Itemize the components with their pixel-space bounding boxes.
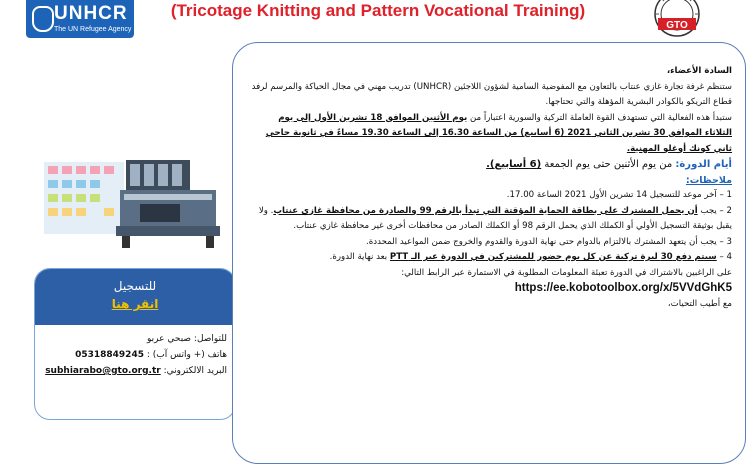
contact-email-line [35,363,227,379]
intro-paragraph: ستنظم غرفة تجارة غازي عنتاب بالتعاون مع المفوضية السامية لشؤون اللاجئين (UNHCR) تدريب مهني في مجال الحياكة والمرسم لرفد قطاع التريكو بالكوادر البشرية المؤهلة والتي تحتاجها. [251,81,732,107]
announcement-text [250,64,732,312]
note-4-bold: سيتم دفع 30 ليرة تركية عن كل يوم حضور للمشتركين في الدورة عبر الـ PTT [389,252,717,262]
event-details: يوم الأثنين الموافق 18 تشرين الأول إلى يوم الثلاثاء الموافق 30 تشرين الثاني 2021 (6 أسابيع) من الساعة 16.30 إلى الساعة 19.30 مساءً في ثانوية حاجي ثاني كونك أوغلو المهنية. [265,112,732,154]
regards-line: مع أطيب التحيات، [667,298,732,309]
email-link[interactable]: subhiarabo@gto.org.tr [45,366,161,376]
page-title: (Tricotage Knitting and Pattern Vocational Training) [170,1,586,20]
course-days-weeks: (6 أسابيع). [486,159,542,170]
contact-details [35,331,227,379]
header-banner [0,0,750,40]
course-days-value: من يوم الأثنين حتى يوم الجمعة [541,159,676,170]
registration-paragraph: على الراغبين بالاشتراك في الدورة تعبئة المعلومات المطلوبة في الاستمارة عبر الرابط التالي: [401,267,732,278]
gto-seal-text: GTO [666,20,688,31]
salutation: السادة الأعضاء، [666,66,732,76]
registration-link[interactable]: https://ee.kobotoolbox.org/x/5VVdGhK5 [514,282,732,294]
contact-person: للتواصل: صبحي عربو [147,334,227,344]
note-4 [250,250,732,266]
event-paragraph [250,111,732,158]
note-1: 1 – آخر موعد للتسجيل 14 تشرين الأول 2021 الساعة 17.00. [506,190,732,200]
note-2 [250,204,732,235]
unhcr-logo [26,0,134,38]
register-panel [35,269,235,325]
contact-phone-line [35,347,227,363]
note-3: 3 – يجب أن يتعهد المشترك بالالتزام بالدوام حتى نهاية الدورة والقدوم والخروج ضمن المواعيد المحددة. [366,236,732,247]
email-label: البريد الالكتروني: [163,366,227,376]
unhcr-logo-tagline: The UN Refugee Agency [54,26,132,33]
note-4-rest: بعد نهاية الدورة. [329,252,390,262]
course-days-label: أيام الدورة: [675,159,732,170]
note-4-prefix: 4 – [716,252,732,262]
register-label: للتسجيل [113,279,157,293]
notes-heading: ملاحظات: [685,174,732,186]
contact-card [34,268,236,420]
unhcr-emblem-icon [32,6,54,32]
knitting-machine-image [40,140,220,250]
course-days [250,157,732,173]
event-prefix: ستبدأ هذه الفعالية التي تستهدف القوة العاملة التركية والسورية اعتباراً من [467,112,732,123]
phone-label: هاتف (+ واتس آب) : [146,350,227,360]
note-2-bold: أن يحمل المشترك على بطاقة الحماية المؤقتة التي تبدأ بالرقم 99 والصادرة من محافظة غازي عنتاب [273,205,698,216]
note-2-prefix: 2 – يجب [697,205,732,216]
register-link[interactable]: انقر هنا [111,297,159,311]
unhcr-logo-name: UNHCR [54,3,128,24]
phone-number: 05318849245 [75,350,144,360]
gto-seal-icon [640,0,714,40]
note-2-rest: . ولا يقبل بوثيقة التسجيل الأولي أو الكملك الذي يحمل الرقم 98 أو الكملك الصادر من محافظات أخرى غير محافظة غازي عنتاب. [258,205,732,231]
